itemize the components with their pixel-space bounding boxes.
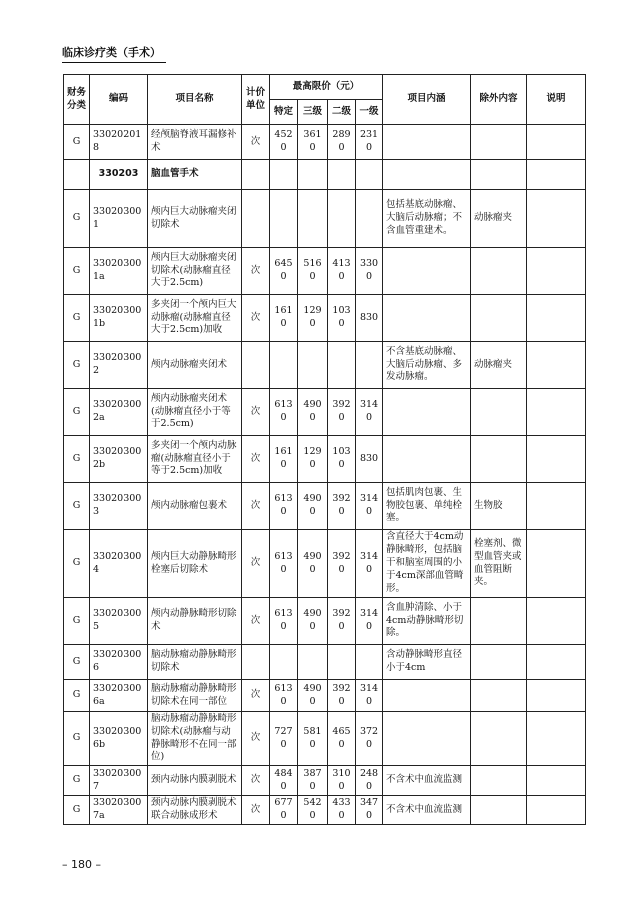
table-row bbox=[64, 483, 586, 530]
row-code: 330203007a bbox=[90, 796, 148, 825]
row-price-level3 bbox=[298, 190, 328, 248]
header-code: 编码 bbox=[90, 75, 148, 125]
table-row bbox=[64, 295, 586, 342]
row-category: G bbox=[64, 389, 90, 436]
row-content bbox=[383, 248, 471, 295]
row-unit bbox=[242, 645, 270, 680]
row-name: 颅内巨大动脉瘤夹闭切除术(动脉瘤直径大于2.5cm) bbox=[148, 248, 242, 295]
row-name: 颅内动脉瘤夹闭术 bbox=[148, 342, 242, 389]
row-price-special: 6130 bbox=[270, 598, 298, 645]
row-exclude: 动脉瘤夹 bbox=[471, 342, 527, 389]
row-price-level1: 3140 bbox=[356, 483, 383, 530]
row-price-level2 bbox=[328, 190, 356, 248]
row-content: 不含基底动脉瘤、大脑后动脉瘤、多发动脉瘤。 bbox=[383, 342, 471, 389]
row-price-level1: 3140 bbox=[356, 389, 383, 436]
row-unit: 次 bbox=[242, 598, 270, 645]
row-category: G bbox=[64, 342, 90, 389]
row-exclude bbox=[471, 125, 527, 160]
row-price-level3 bbox=[298, 645, 328, 680]
row-price-special: 1610 bbox=[270, 436, 298, 483]
row-name: 颅内动静脉畸形切除术 bbox=[148, 598, 242, 645]
row-name: 颅内巨大动静脉畸形栓塞后切除术 bbox=[148, 530, 242, 598]
row-price-level3: 1290 bbox=[298, 295, 328, 342]
row-price-level1: 830 bbox=[356, 295, 383, 342]
row-price-level2: 3920 bbox=[328, 483, 356, 530]
row-price-special: 6130 bbox=[270, 389, 298, 436]
row-price-level1: 830 bbox=[356, 436, 383, 483]
row-code: 330203 bbox=[90, 160, 148, 190]
row-code: 330202018 bbox=[90, 125, 148, 160]
row-exclude bbox=[471, 389, 527, 436]
row-note bbox=[527, 598, 586, 645]
row-code: 330203005 bbox=[90, 598, 148, 645]
header-name: 项目名称 bbox=[148, 75, 242, 125]
header-content: 项目内涵 bbox=[383, 75, 471, 125]
row-unit: 次 bbox=[242, 796, 270, 825]
row-category: G bbox=[64, 125, 90, 160]
row-note bbox=[527, 295, 586, 342]
row-note bbox=[527, 436, 586, 483]
row-content bbox=[383, 389, 471, 436]
row-content bbox=[383, 712, 471, 766]
row-price-level2 bbox=[328, 342, 356, 389]
row-price-level2 bbox=[328, 160, 356, 190]
row-price-level1 bbox=[356, 342, 383, 389]
row-note bbox=[527, 483, 586, 530]
row-exclude bbox=[471, 436, 527, 483]
table-row bbox=[64, 190, 586, 248]
row-note bbox=[527, 645, 586, 680]
row-category: G bbox=[64, 796, 90, 825]
row-name: 颈内动脉内膜剥脱术 bbox=[148, 766, 242, 796]
row-price-level3: 4900 bbox=[298, 530, 328, 598]
row-content: 含直径大于4cm动静脉畸形，包括脑干和脑室周围的小于4cm深部血管畸形。 bbox=[383, 530, 471, 598]
row-price-level3: 4900 bbox=[298, 389, 328, 436]
row-note bbox=[527, 342, 586, 389]
row-price-level2 bbox=[328, 645, 356, 680]
row-price-level3 bbox=[298, 342, 328, 389]
row-price-level1: 3470 bbox=[356, 796, 383, 825]
row-price-special: 4520 bbox=[270, 125, 298, 160]
row-price-special bbox=[270, 160, 298, 190]
header-exclude: 除外内容 bbox=[471, 75, 527, 125]
row-content: 不含术中血流监测 bbox=[383, 766, 471, 796]
row-exclude bbox=[471, 248, 527, 295]
row-note bbox=[527, 389, 586, 436]
header-max-price: 最高限价（元） bbox=[270, 75, 383, 100]
header-category: 财务分类 bbox=[64, 75, 90, 125]
row-exclude bbox=[471, 598, 527, 645]
row-code: 330203001 bbox=[90, 190, 148, 248]
row-exclude: 栓塞剂、微型血管夹或血管阻断夹。 bbox=[471, 530, 527, 598]
row-note bbox=[527, 248, 586, 295]
row-code: 330203007 bbox=[90, 766, 148, 796]
row-price-level3: 4900 bbox=[298, 483, 328, 530]
row-price-special bbox=[270, 645, 298, 680]
row-price-level2: 3920 bbox=[328, 389, 356, 436]
row-category: G bbox=[64, 530, 90, 598]
row-exclude bbox=[471, 712, 527, 766]
table-row bbox=[64, 680, 586, 712]
row-content: 含血肿清除、小于4cm动静脉畸形切除。 bbox=[383, 598, 471, 645]
header-level2: 二级 bbox=[328, 100, 356, 125]
row-content: 含动静脉畸形直径小于4cm bbox=[383, 645, 471, 680]
section-title: 临床诊疗类（手术） bbox=[62, 46, 161, 59]
row-category: G bbox=[64, 645, 90, 680]
header-special: 特定 bbox=[270, 100, 298, 125]
table-row bbox=[64, 645, 586, 680]
row-exclude bbox=[471, 680, 527, 712]
row-exclude bbox=[471, 645, 527, 680]
header-unit: 计价单位 bbox=[242, 75, 270, 125]
row-price-level3 bbox=[298, 160, 328, 190]
row-name: 脑动脉瘤动静脉畸形切除术(动脉瘤与动静脉畸形不在同一部位) bbox=[148, 712, 242, 766]
row-name: 颅内巨大动脉瘤夹闭切除术 bbox=[148, 190, 242, 248]
row-price-special: 6450 bbox=[270, 248, 298, 295]
row-category: G bbox=[64, 483, 90, 530]
header-level3: 三级 bbox=[298, 100, 328, 125]
row-name: 多夹闭一个颅内巨大动脉瘤(动脉瘤直径大于2.5cm)加收 bbox=[148, 295, 242, 342]
row-note bbox=[527, 680, 586, 712]
row-note bbox=[527, 125, 586, 160]
row-category: G bbox=[64, 248, 90, 295]
row-unit: 次 bbox=[242, 483, 270, 530]
row-unit: 次 bbox=[242, 389, 270, 436]
row-price-special: 6770 bbox=[270, 796, 298, 825]
row-code: 330203001a bbox=[90, 248, 148, 295]
row-category bbox=[64, 160, 90, 190]
row-content bbox=[383, 125, 471, 160]
row-code: 330203002 bbox=[90, 342, 148, 389]
row-price-level3: 3870 bbox=[298, 766, 328, 796]
row-price-special bbox=[270, 190, 298, 248]
row-price-level2: 1030 bbox=[328, 295, 356, 342]
row-code: 330203002b bbox=[90, 436, 148, 483]
row-unit bbox=[242, 342, 270, 389]
row-unit: 次 bbox=[242, 680, 270, 712]
page-number: – 180 – bbox=[62, 858, 101, 871]
row-category: G bbox=[64, 766, 90, 796]
row-name: 多夹闭一个颅内动脉瘤(动脉瘤直径小于等于2.5cm)加收 bbox=[148, 436, 242, 483]
header-level1: 一级 bbox=[356, 100, 383, 125]
row-price-level1: 3140 bbox=[356, 530, 383, 598]
row-price-special: 7270 bbox=[270, 712, 298, 766]
row-name: 颅内动脉瘤夹闭术(动脉瘤直径小于等于2.5cm) bbox=[148, 389, 242, 436]
table-row bbox=[64, 248, 586, 295]
table-row bbox=[64, 436, 586, 483]
row-note bbox=[527, 766, 586, 796]
row-name: 脑动脉瘤动静脉畸形切除术在同一部位 bbox=[148, 680, 242, 712]
row-exclude bbox=[471, 295, 527, 342]
row-price-level3: 3610 bbox=[298, 125, 328, 160]
row-price-level3: 4900 bbox=[298, 598, 328, 645]
row-price-level1: 2480 bbox=[356, 766, 383, 796]
row-price-level3: 4900 bbox=[298, 680, 328, 712]
row-unit bbox=[242, 160, 270, 190]
row-code: 330203001b bbox=[90, 295, 148, 342]
row-content bbox=[383, 436, 471, 483]
row-exclude bbox=[471, 160, 527, 190]
table-row bbox=[64, 530, 586, 598]
section-title-underline bbox=[62, 62, 166, 63]
row-unit bbox=[242, 190, 270, 248]
row-price-level1 bbox=[356, 645, 383, 680]
row-price-special: 4840 bbox=[270, 766, 298, 796]
header-note: 说明 bbox=[527, 75, 586, 125]
row-note bbox=[527, 160, 586, 190]
row-content: 包括肌肉包裹、生物胶包裹、单纯栓塞。 bbox=[383, 483, 471, 530]
row-category: G bbox=[64, 712, 90, 766]
row-content bbox=[383, 160, 471, 190]
row-content: 不含术中血流监测 bbox=[383, 796, 471, 825]
row-code: 330203003 bbox=[90, 483, 148, 530]
row-price-level2: 4330 bbox=[328, 796, 356, 825]
row-category: G bbox=[64, 436, 90, 483]
row-price-level2: 3920 bbox=[328, 680, 356, 712]
table-row bbox=[64, 712, 586, 766]
row-unit: 次 bbox=[242, 248, 270, 295]
table-row bbox=[64, 598, 586, 645]
row-unit: 次 bbox=[242, 295, 270, 342]
row-price-level1 bbox=[356, 160, 383, 190]
row-price-level3: 5420 bbox=[298, 796, 328, 825]
row-price-level1: 3300 bbox=[356, 248, 383, 295]
table-row bbox=[64, 389, 586, 436]
row-category: G bbox=[64, 598, 90, 645]
header-row-1 bbox=[64, 75, 586, 100]
row-price-special: 6130 bbox=[270, 680, 298, 712]
row-unit: 次 bbox=[242, 712, 270, 766]
row-unit: 次 bbox=[242, 436, 270, 483]
row-code: 330203004 bbox=[90, 530, 148, 598]
table-row bbox=[64, 766, 586, 796]
row-category: G bbox=[64, 190, 90, 248]
row-price-special bbox=[270, 342, 298, 389]
row-unit: 次 bbox=[242, 530, 270, 598]
row-price-level2: 4130 bbox=[328, 248, 356, 295]
row-price-level3: 1290 bbox=[298, 436, 328, 483]
row-price-level2: 3920 bbox=[328, 530, 356, 598]
row-price-level3: 5160 bbox=[298, 248, 328, 295]
row-note bbox=[527, 530, 586, 598]
row-content: 包括基底动脉瘤、大脑后动脉瘤；不含血管重建术。 bbox=[383, 190, 471, 248]
row-exclude: 动脉瘤夹 bbox=[471, 190, 527, 248]
row-price-level2: 1030 bbox=[328, 436, 356, 483]
row-price-level1: 3140 bbox=[356, 680, 383, 712]
row-price-level2: 2890 bbox=[328, 125, 356, 160]
row-category: G bbox=[64, 680, 90, 712]
row-category: G bbox=[64, 295, 90, 342]
row-price-special: 1610 bbox=[270, 295, 298, 342]
row-name: 脑动脉瘤动静脉畸形切除术 bbox=[148, 645, 242, 680]
row-name: 颅内动脉瘤包裹术 bbox=[148, 483, 242, 530]
row-note bbox=[527, 712, 586, 766]
table-body bbox=[64, 125, 586, 825]
row-exclude bbox=[471, 796, 527, 825]
row-price-special: 6130 bbox=[270, 530, 298, 598]
row-name: 颈内动脉内膜剥脱术联合动脉成形术 bbox=[148, 796, 242, 825]
row-code: 330203006b bbox=[90, 712, 148, 766]
row-note bbox=[527, 190, 586, 248]
row-price-level1: 2310 bbox=[356, 125, 383, 160]
row-name: 脑血管手术 bbox=[148, 160, 242, 190]
row-unit: 次 bbox=[242, 766, 270, 796]
table-row bbox=[64, 125, 586, 160]
row-content bbox=[383, 295, 471, 342]
row-content bbox=[383, 680, 471, 712]
row-code: 330203002a bbox=[90, 389, 148, 436]
row-note bbox=[527, 796, 586, 825]
price-table bbox=[63, 74, 586, 825]
table-row bbox=[64, 796, 586, 825]
row-exclude: 生物胶 bbox=[471, 483, 527, 530]
row-price-level3: 5810 bbox=[298, 712, 328, 766]
table-row bbox=[64, 160, 586, 190]
row-price-special: 6130 bbox=[270, 483, 298, 530]
row-code: 330203006a bbox=[90, 680, 148, 712]
row-price-level2: 3920 bbox=[328, 598, 356, 645]
row-price-level1: 3720 bbox=[356, 712, 383, 766]
row-price-level1 bbox=[356, 190, 383, 248]
row-price-level1: 3140 bbox=[356, 598, 383, 645]
row-unit: 次 bbox=[242, 125, 270, 160]
table-row bbox=[64, 342, 586, 389]
row-price-level2: 3100 bbox=[328, 766, 356, 796]
row-price-level2: 4650 bbox=[328, 712, 356, 766]
row-name: 经颅脑脊液耳漏修补术 bbox=[148, 125, 242, 160]
row-code: 330203006 bbox=[90, 645, 148, 680]
row-exclude bbox=[471, 766, 527, 796]
